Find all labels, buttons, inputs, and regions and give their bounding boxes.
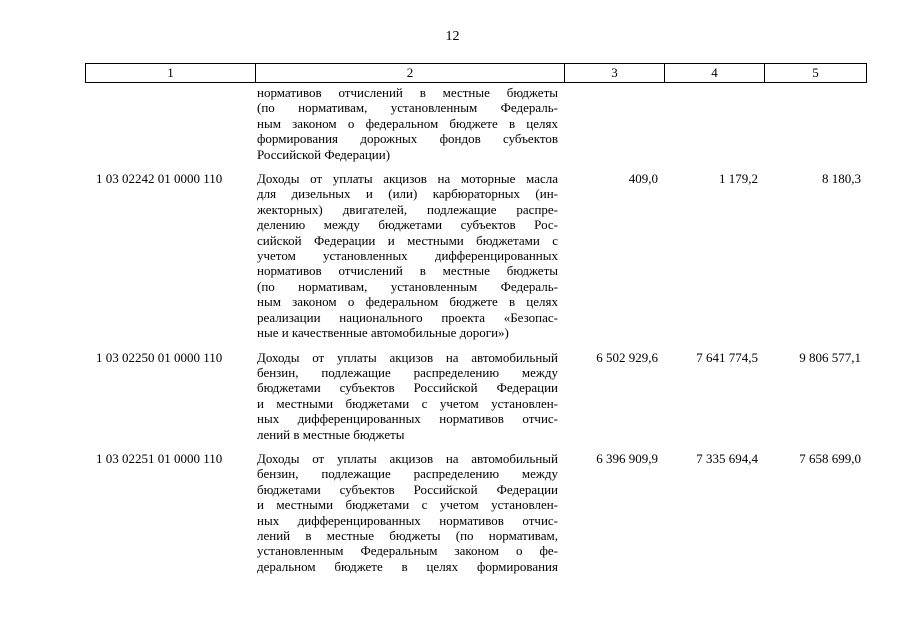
description-line: для дизельных и (или) карбюраторных (ин- xyxy=(257,186,558,202)
column-header-table xyxy=(85,63,867,83)
column-header-1: 1 xyxy=(86,64,256,83)
value-col4: 7 335 694,4 xyxy=(696,450,758,466)
row-description xyxy=(255,451,564,574)
value-col4: 1 179,2 xyxy=(719,171,758,187)
description-line: ных дифференцированных нормативов отчис- xyxy=(257,512,558,528)
description-line: и местными бюджетами с учетом установлен- xyxy=(257,497,558,513)
description-line: жекторных) двигателей, подлежащие распре- xyxy=(257,201,558,217)
value-col4: 7 641 774,5 xyxy=(696,349,758,365)
description-line: бюджетами субъектов Российской Федерации xyxy=(257,380,558,396)
table-row xyxy=(85,451,866,574)
table-row xyxy=(85,85,866,162)
column-header-4: 4 xyxy=(665,64,765,83)
description-line: (по нормативам, установленным Федераль- xyxy=(257,100,558,116)
value-col3: 6 396 909,9 xyxy=(596,450,658,466)
description-line: ным законом о федеральном бюджете в целях xyxy=(257,294,558,310)
description-line: Доходы от уплаты акцизов на автомобильный xyxy=(257,450,558,466)
budget-code: 1 03 02242 01 0000 110 xyxy=(96,171,223,187)
description-line: Доходы от уплаты акцизов на автомобильный xyxy=(257,349,558,365)
value-col4 xyxy=(664,85,764,162)
description-line: ных дифференцированных нормативов отчис- xyxy=(257,411,558,427)
budget-code xyxy=(85,85,255,162)
description-line: реализации национального проекта «Безопас- xyxy=(257,309,558,325)
description-line: делению между бюджетами субъектов Рос- xyxy=(257,217,558,233)
description-line: ные и качественные автомобильные дороги») xyxy=(257,325,509,341)
value-col3: 6 502 929,6 xyxy=(596,349,658,365)
description-line: деральном бюджете в целях формирования xyxy=(257,558,558,574)
value-col5: 8 180,3 xyxy=(822,171,861,187)
description-line: и местными бюджетами с учетом установлен- xyxy=(257,395,558,411)
value-col3 xyxy=(564,85,664,162)
description-line: бюджетами субъектов Российской Федерации xyxy=(257,481,558,497)
row-description xyxy=(255,171,564,340)
value-col3: 409,0 xyxy=(628,171,658,187)
description-line: Доходы от уплаты акцизов на моторные масла xyxy=(257,171,558,187)
description-line: сийской Федерации и местными бюджетами с xyxy=(257,232,558,248)
table-row xyxy=(85,171,866,340)
description-line: учетом установленных дифференцированных xyxy=(257,248,558,264)
column-header-2: 2 xyxy=(256,64,565,83)
description-line: ным законом о федеральном бюджете в целях xyxy=(257,115,558,131)
description-line: бензин, подлежащие распределению между xyxy=(257,364,558,380)
column-header-5: 5 xyxy=(765,64,867,83)
description-line: бензин, подлежащие распределению между xyxy=(257,466,558,482)
description-line: нормативов отчислений в местные бюджеты xyxy=(257,85,558,100)
description-line: установленным Федеральным законом о фе- xyxy=(257,543,558,559)
description-line: нормативов отчислений в местные бюджеты xyxy=(257,263,558,279)
column-header-3: 3 xyxy=(565,64,665,83)
description-line: Российской Федерации) xyxy=(257,146,391,162)
row-description xyxy=(255,350,564,442)
page-number: 12 xyxy=(445,29,460,44)
description-line: (по нормативам, установленным Федераль- xyxy=(257,278,558,294)
value-col5: 7 658 699,0 xyxy=(799,450,861,466)
budget-code: 1 03 02250 01 0000 110 xyxy=(96,349,223,365)
row-description xyxy=(255,85,564,162)
description-line: формирования дорожных фондов субъектов xyxy=(257,131,558,147)
table-body xyxy=(85,85,866,574)
description-line: лений в местные бюджеты xyxy=(257,426,405,442)
budget-code: 1 03 02251 01 0000 110 xyxy=(96,450,223,466)
column-number-row xyxy=(86,64,867,83)
value-col5 xyxy=(764,85,866,162)
value-col5: 9 806 577,1 xyxy=(799,349,861,365)
description-line: лений в местные бюджеты (по нормативам, xyxy=(257,527,558,543)
table-row xyxy=(85,350,866,442)
